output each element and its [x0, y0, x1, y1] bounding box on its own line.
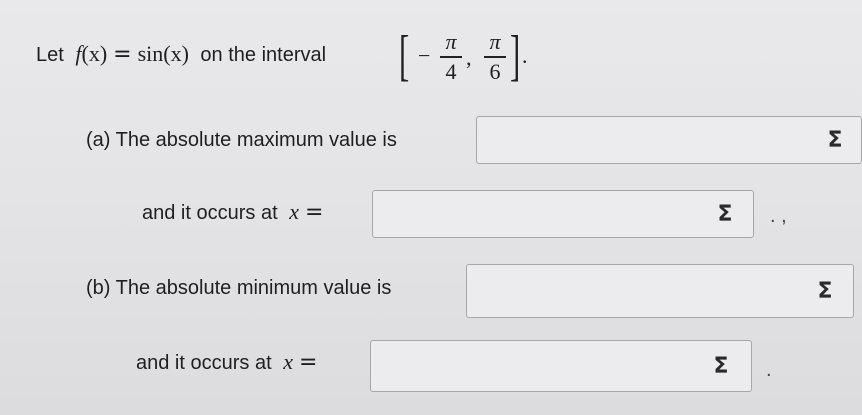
- part-a-var: x: [289, 199, 299, 224]
- part-b-equals: =: [298, 350, 318, 375]
- interval-left-numerator: π: [445, 29, 457, 54]
- part-b-x-input[interactable]: [370, 340, 752, 392]
- part-b-occurs-label: and it occurs at: [136, 352, 272, 374]
- part-a-occurs-label: and it occurs at: [142, 202, 278, 224]
- interval-comma: ,: [466, 45, 472, 70]
- part-a-x-sigma-icon[interactable]: Σ: [717, 201, 733, 227]
- part-a-max-label: (a) The absolute maximum value is: [86, 129, 397, 151]
- equals-sign: =: [113, 42, 132, 67]
- part-b-trailing: .: [766, 359, 772, 381]
- part-a-equals: =: [304, 200, 324, 225]
- intro-prefix: Let: [36, 44, 64, 66]
- part-b-var: x: [283, 349, 293, 374]
- interval-right-denominator: 6: [489, 58, 501, 84]
- part-b-min-sigma-icon[interactable]: Σ: [817, 278, 833, 304]
- function-rhs: sin(x): [137, 41, 189, 66]
- interval-left-sign: −: [418, 43, 431, 68]
- part-a-trailing: . ,: [770, 205, 787, 227]
- interval-right-bracket: ]: [510, 25, 521, 87]
- intro-suffix: on the interval: [200, 44, 327, 66]
- part-b-min-input[interactable]: [466, 264, 854, 318]
- function-arg: (x): [81, 41, 108, 66]
- interval-right-numerator: π: [489, 29, 501, 54]
- interval-right-fraction: [484, 30, 506, 84]
- part-a-occurs-row: [142, 200, 329, 225]
- part-b-min-label: (b) The absolute minimum value is: [86, 277, 392, 299]
- part-a-max-sigma-icon[interactable]: Σ: [827, 127, 843, 153]
- interval-left-fraction: [440, 30, 462, 84]
- part-b-occurs-row: [136, 350, 323, 375]
- interval-right-fraction-bar: [484, 56, 506, 58]
- interval-left-denominator: 4: [445, 58, 457, 84]
- interval-left-bracket: [: [399, 25, 410, 87]
- interval-left-fraction-bar: [440, 56, 462, 58]
- interval-period: .: [522, 43, 528, 68]
- function-name: f: [75, 41, 82, 66]
- problem-statement: [36, 42, 326, 67]
- part-a-x-input[interactable]: [372, 190, 754, 238]
- part-a-max-input[interactable]: [476, 116, 862, 164]
- part-b-x-sigma-icon[interactable]: Σ: [713, 353, 729, 379]
